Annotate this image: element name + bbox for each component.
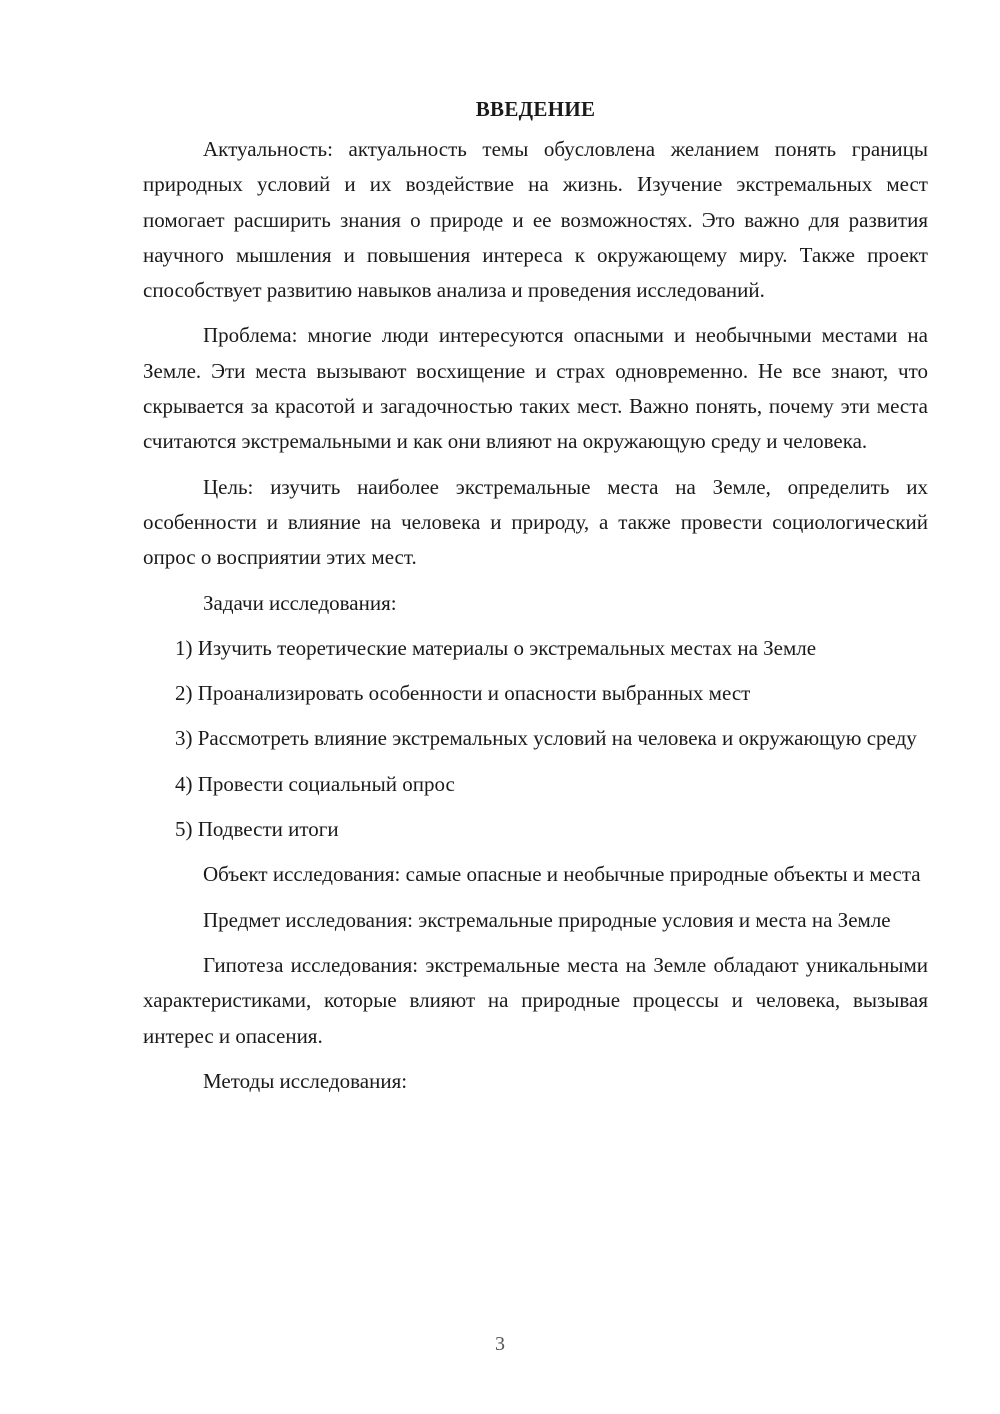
page-title: ВВЕДЕНИЕ	[475, 97, 596, 121]
relevance-paragraph: Актуальность: актуальность темы обусловлена желанием понять границы природных условий и их воздействие на жизнь. Изучение экстремальных мест помогает расширить знания о природе и ее возможностях. Это важно для развития научного мышления и повышения интереса к окружающему миру. Также проект способствует развитию навыков анализа и проведения исследований.	[143, 137, 928, 303]
methods-title: Методы исследования:	[203, 1068, 408, 1093]
task-item-2: 2) Проанализировать особенности и опасности выбранных мест	[175, 681, 751, 706]
object-paragraph: Объект исследования: самые опасные и необычные природные объекты и места	[203, 862, 921, 887]
problem-paragraph: Проблема: многие люди интересуются опасными и необычными местами на Земле. Эти места вызывают восхищение и страх одновременно. Не все знают, что скрывается за красотой и загадочностью таких мест. Важно понять, почему эти места считаются экстремальными и как они влияют на окружающую среду и человека.	[143, 323, 928, 454]
page-number: 3	[495, 1333, 505, 1355]
task-item-1: 1) Изучить теоретические материалы о экстремальных местах на Земле	[175, 635, 817, 660]
task-item-5: 5) Подвести итоги	[175, 817, 339, 842]
task-item-4: 4) Провести социальный опрос	[175, 771, 455, 796]
task-item-3: 3) Рассмотреть влияние экстремальных условий на человека и окружающую среду	[175, 726, 917, 751]
subject-paragraph: Предмет исследования: экстремальные природные условия и места на Земле	[203, 907, 891, 932]
document-page	[143, 92, 928, 1109]
hypothesis-paragraph: Гипотеза исследования: экстремальные места на Земле обладают уникальными характеристиками, которые влияют на природные процессы и человека, вызывая интерес и опасения.	[143, 952, 928, 1048]
goal-paragraph: Цель: изучить наиболее экстремальные места на Земле, определить их особенности и влияние на человека и природу, а также провести социологический опрос о восприятии этих мест.	[143, 474, 928, 570]
tasks-title: Задачи исследования:	[203, 590, 397, 615]
